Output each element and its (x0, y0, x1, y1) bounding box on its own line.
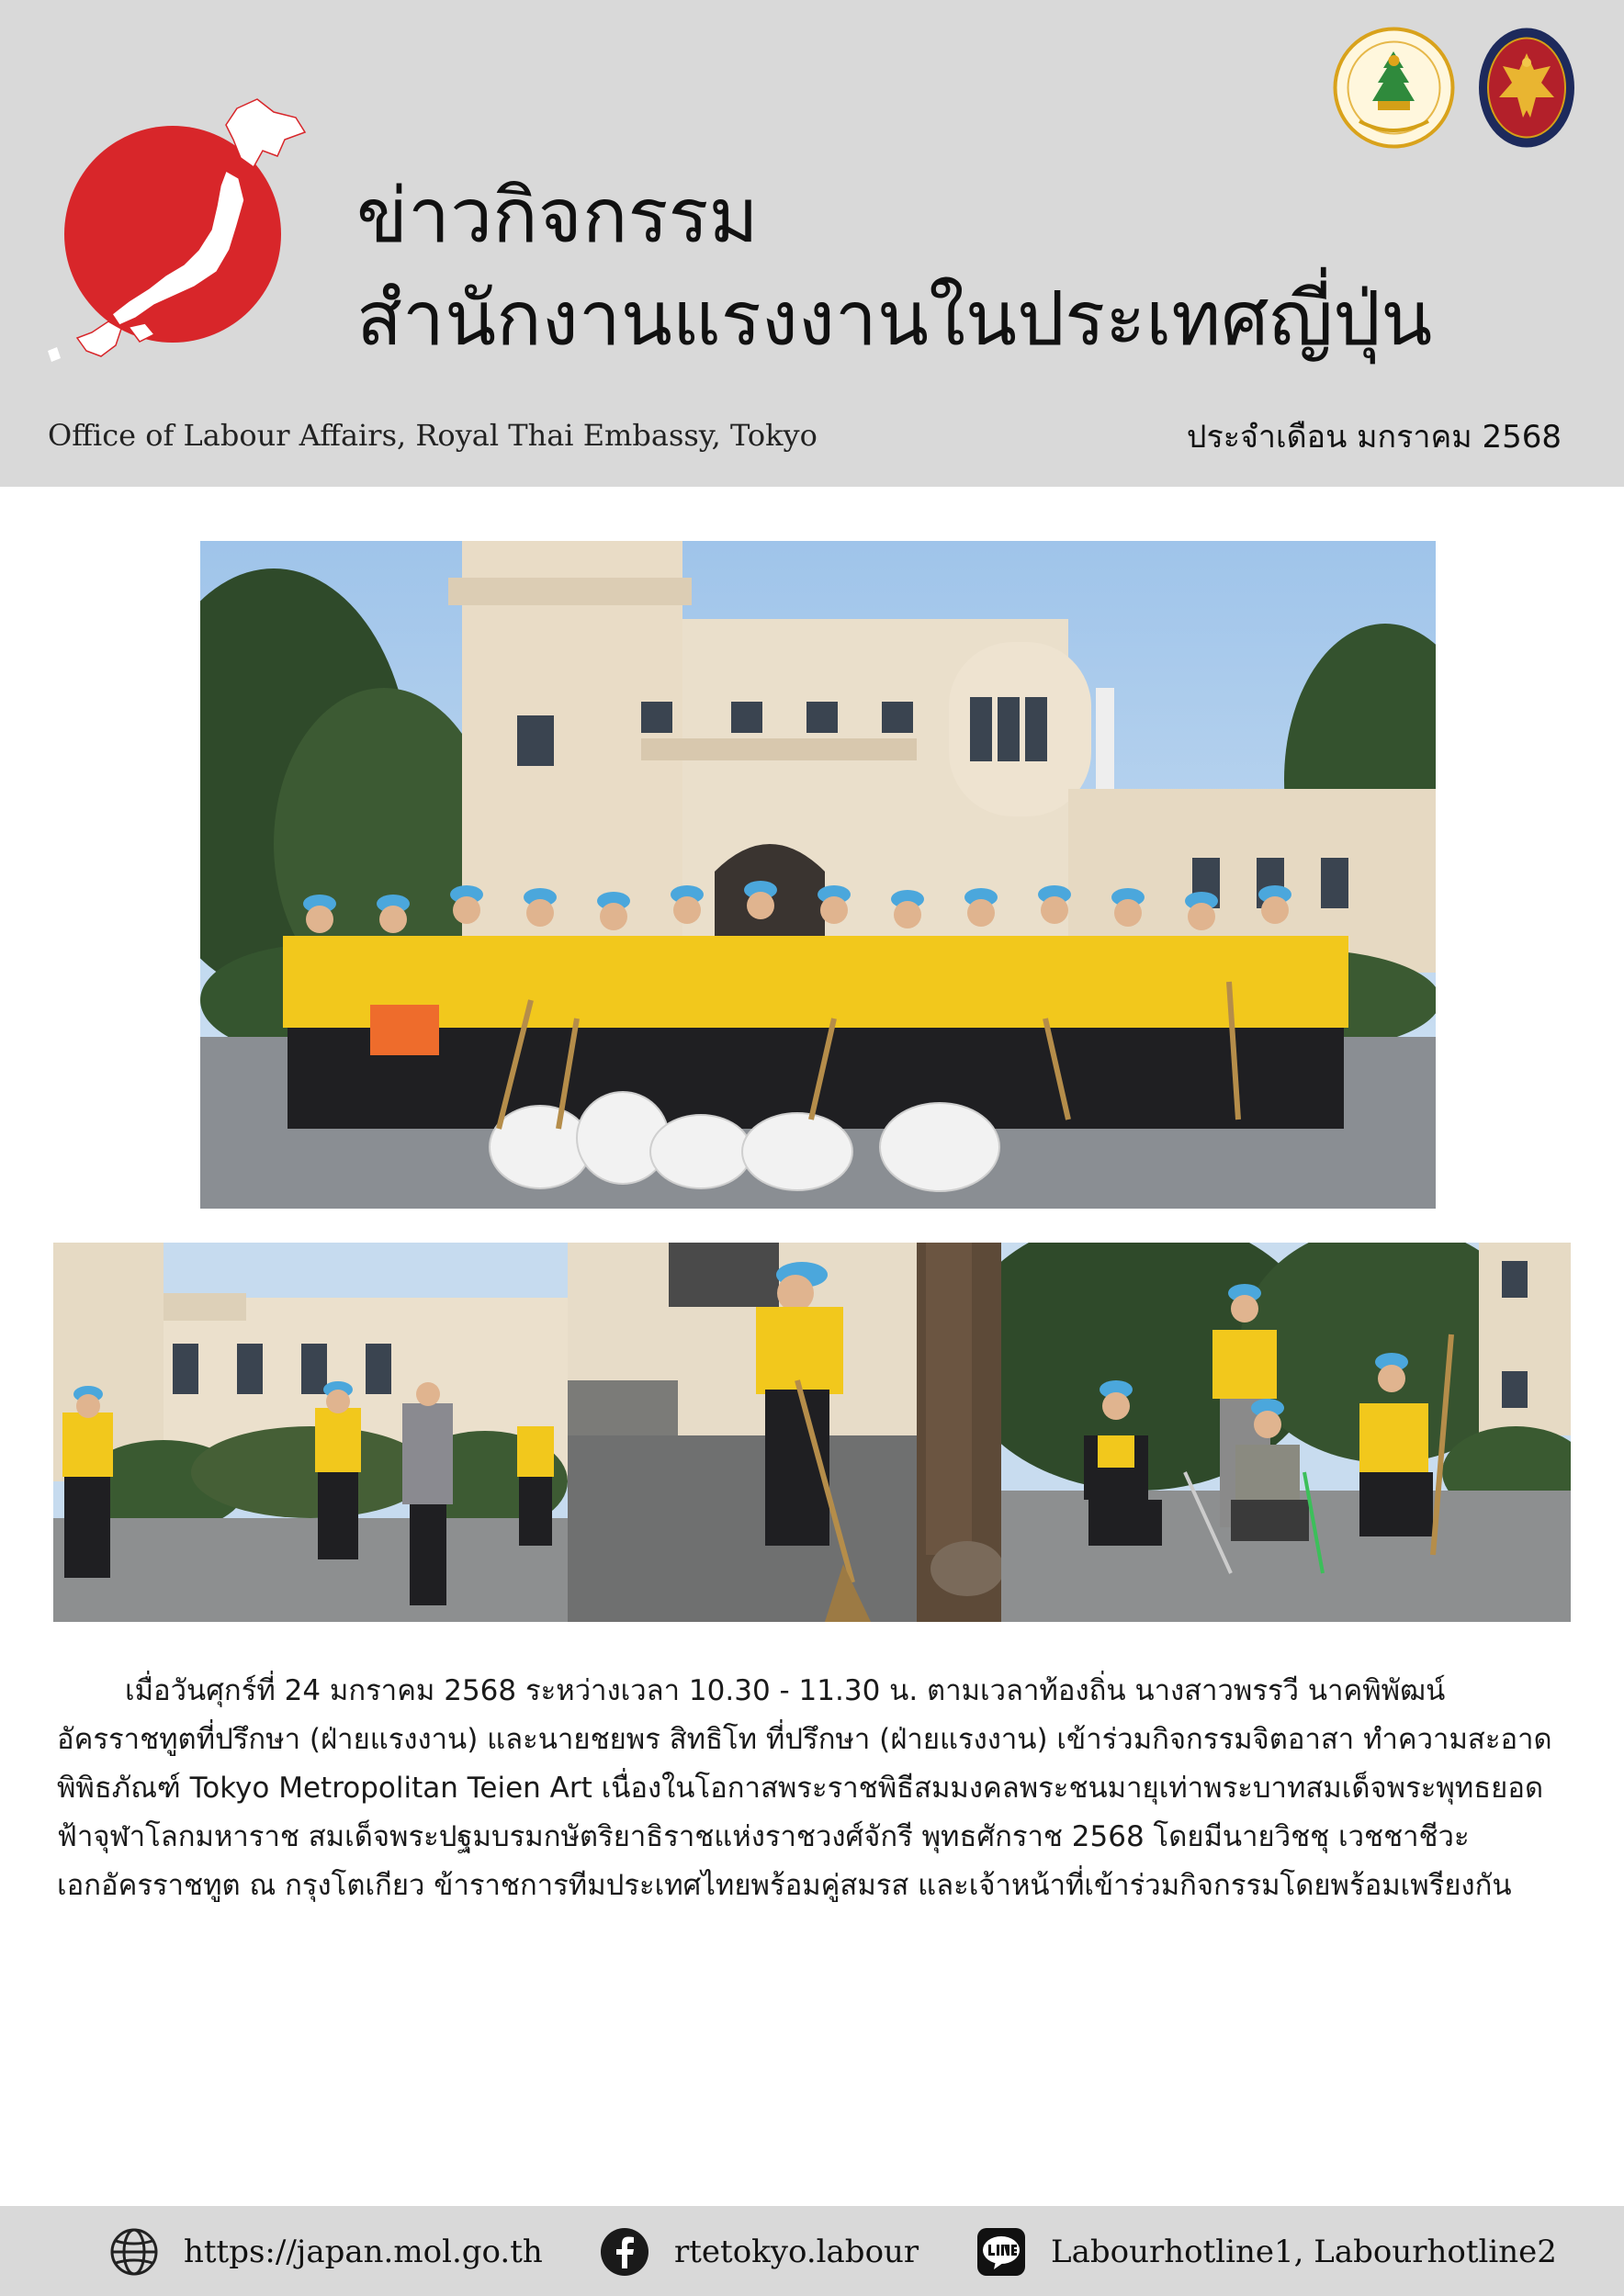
title-line-2: สำนักงานแรงงานในประเทศญี่ปุ่น (356, 276, 1433, 363)
royal-thai-embassy-garuda-seal (1477, 26, 1576, 150)
issue-month: ประจำเดือน มกราคม 2568 (1186, 419, 1562, 456)
group-crouching-with-tools (1001, 1243, 1571, 1622)
ministry-of-labour-seal (1332, 26, 1456, 150)
header-banner (0, 0, 1624, 487)
facebook-handle[interactable]: rtetokyo.labour (674, 2234, 919, 2270)
activity-description: เมื่อวันศุกร์ที่ 24 มกราคม 2568 ระหว่างเวลา 10.30 - 11.30 น. ตามเวลาท้องถิ่น นางสาวพรรวี นาคพิพัฒน์ อัครราชทูตที่ปรึกษา (ฝ่ายแรงงาน) และนายชยพร สิทธิโท ที่ปรึกษา (ฝ่ายแรงงาน) เข้าร่วมกิจกรรมจิตอาสา ทำความสะอาดพิพิธภัณฑ์ Tokyo Metropolitan Teien Art เนื่องในโอกาสพระราชพิธีสมมงคลพระชนมายุเท่าพระบาทสมเด็จพระพุทธยอดฟ้าจุฬาโลกมหาราช สมเด็จพระปฐมบรมกษัตริยาธิราชแห่งราชวงศ์จักรี พุทธศักราช 2568 โดยมีนายวิชชุ เวชชาชีวะ เอกอัครราชทูต ณ กรุงโตเกียว ข้าราชการทีมประเทศไทยพร้อมคู่สมรส และเจ้าหน้าที่เข้าร่วมกิจกรรมโดยพร้อมเพรียงกัน (57, 1674, 1552, 1902)
newsletter-title (356, 165, 1432, 371)
facebook-contact[interactable] (599, 2226, 919, 2278)
title-line-1: ข่าวกิจกรรม (356, 173, 759, 260)
volunteers-sweeping-garden (53, 1243, 568, 1622)
line-ids[interactable]: Labourhotline1, Labourhotline2 (1051, 2234, 1557, 2270)
office-name: Office of Labour Affairs, Royal Thai Embassy, Tokyo (48, 418, 818, 453)
facebook-icon (599, 2226, 650, 2278)
website-contact[interactable] (108, 2226, 543, 2278)
woman-sweeping-with-broom (568, 1243, 1001, 1622)
japan-map-sun-logo (37, 92, 321, 367)
group-photo-volunteers-at-museum (200, 541, 1436, 1209)
contact-footer (0, 2206, 1624, 2296)
line-icon (976, 2226, 1027, 2278)
globe-icon (108, 2226, 160, 2278)
website-link[interactable]: https://japan.mol.go.th (184, 2234, 543, 2270)
line-contact[interactable] (976, 2226, 1557, 2278)
